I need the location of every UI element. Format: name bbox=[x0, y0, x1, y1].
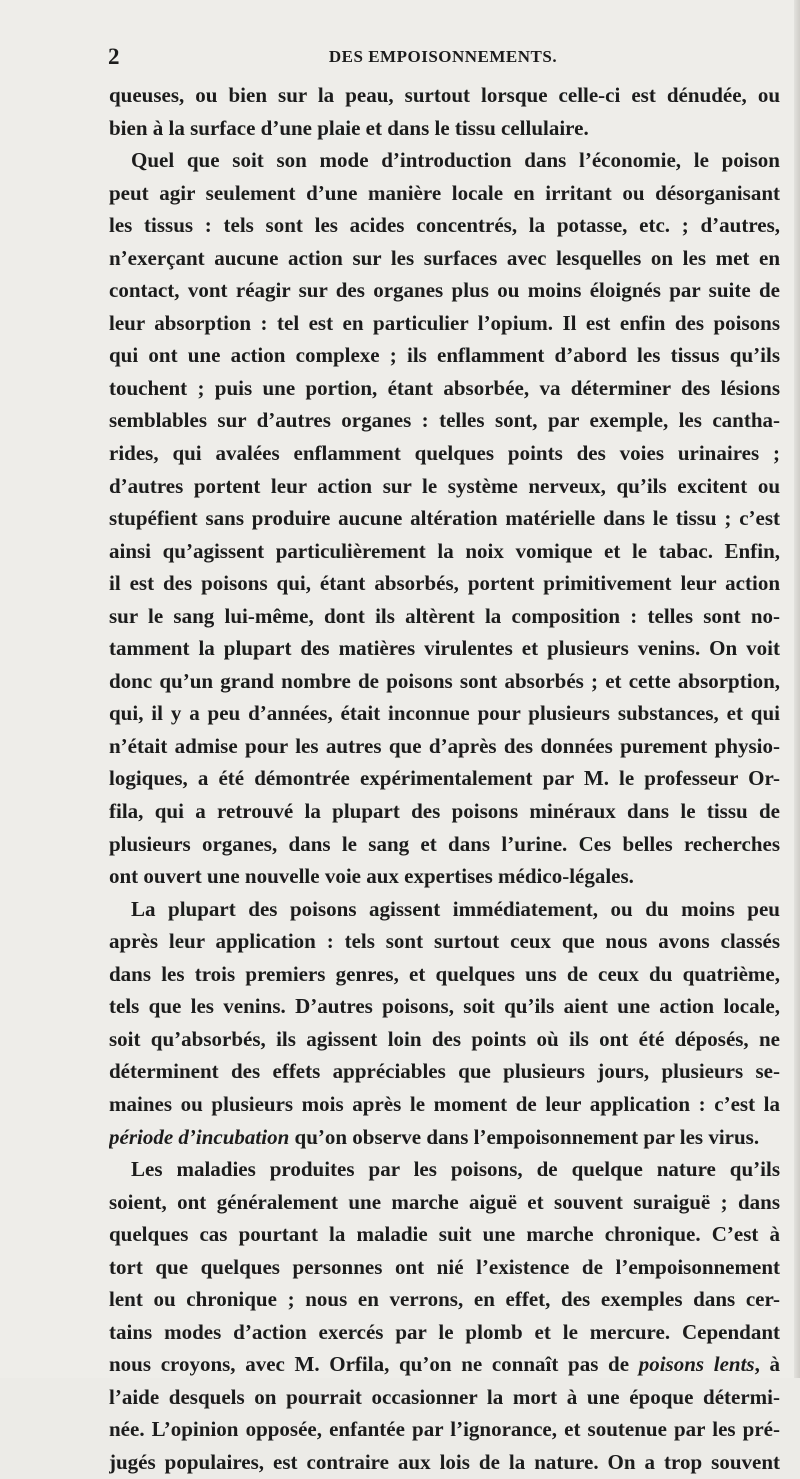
text-line bbox=[109, 1283, 780, 1316]
line-text: soient, ont généralement une marche aiguë et souvent suraiguë ; dans bbox=[109, 1189, 780, 1214]
page-header bbox=[108, 44, 778, 70]
text-line bbox=[109, 1316, 780, 1349]
line-text: jugés populaires, est contraire aux lois de la nature. On a trop souvent bbox=[109, 1449, 780, 1474]
italic-phrase: période d’incubation bbox=[109, 1124, 290, 1149]
page-number: 2 bbox=[108, 44, 120, 69]
line-text: qui ont une action complexe ; ils enflamment d’abord les tissus qu’ils bbox=[109, 343, 780, 368]
line-text: , à bbox=[754, 1352, 780, 1377]
line-text: n’exerçant aucune action sur les surfaces avec lesquelles on les met en bbox=[109, 245, 780, 270]
body-text bbox=[109, 79, 780, 1479]
line-text: n’était admise pour les autres que d’après des données purement physio- bbox=[109, 733, 780, 758]
text-line bbox=[109, 600, 780, 633]
text-line bbox=[109, 697, 780, 730]
line-text: plusieurs organes, dans le sang et dans l’urine. Ces belles recherches bbox=[109, 831, 780, 856]
text-line bbox=[109, 177, 780, 210]
text-line bbox=[109, 209, 780, 242]
line-text: après leur application : tels sont surtout ceux que nous avons classés bbox=[109, 929, 780, 954]
text-line bbox=[109, 437, 780, 470]
text-line bbox=[109, 1381, 780, 1414]
line-text: tains modes d’action exercés par le plomb et le mercure. Cependant bbox=[109, 1319, 780, 1344]
line-text: déterminent des effets appréciables que plusieurs jours, plusieurs se- bbox=[109, 1059, 780, 1084]
text-line bbox=[109, 1023, 780, 1056]
line-text: tels que les venins. D’autres poisons, soit qu’ils aient une action locale, bbox=[109, 994, 780, 1019]
text-line bbox=[109, 274, 780, 307]
line-text: ont ouvert une nouvelle voie aux expertises médico-légales. bbox=[109, 864, 634, 889]
text-line bbox=[109, 339, 780, 372]
line-text: dans les trois premiers genres, et quelques uns de ceux du quatrième, bbox=[109, 961, 780, 986]
line-text: fila, qui a retrouvé la plupart des poisons minéraux dans le tissu de bbox=[109, 799, 780, 824]
text-line bbox=[109, 665, 780, 698]
text-line bbox=[109, 1088, 780, 1121]
line-text: rides, qui avalées enflamment quelques points des voies urinaires ; bbox=[109, 441, 780, 466]
page-edge bbox=[794, 0, 800, 1378]
text-line bbox=[109, 860, 780, 893]
line-text: tamment la plupart des matières virulentes et plusieurs venins. On voit bbox=[109, 636, 780, 661]
line-text: leur absorption : tel est en particulier l’opium. Il est enfin des poisons bbox=[109, 310, 780, 335]
line-text: il est des poisons qui, étant absorbés, portent primitivement leur action bbox=[109, 571, 780, 596]
line-text: qu’on observe dans l’empoisonnement par les virus. bbox=[289, 1124, 760, 1149]
text-line bbox=[109, 1186, 780, 1219]
text-line bbox=[109, 79, 780, 112]
text-line bbox=[109, 567, 780, 600]
line-text: qui, il y a peu d’années, était inconnue pour plusieurs substances, et qui bbox=[109, 701, 780, 726]
text-line bbox=[109, 1446, 780, 1479]
text-line bbox=[109, 470, 780, 503]
text-line bbox=[109, 730, 780, 763]
line-text: d’autres portent leur action sur le système nerveux, qu’ils excitent ou bbox=[109, 473, 780, 498]
line-text: bien à la surface d’une plaie et dans le tissu cellulaire. bbox=[109, 115, 589, 140]
text-line bbox=[109, 307, 780, 340]
text-line bbox=[109, 795, 780, 828]
running-title: DES EMPOISONNEMENTS. bbox=[328, 47, 558, 66]
text-line bbox=[109, 1348, 780, 1381]
text-line bbox=[109, 1055, 780, 1088]
line-text: ainsi qu’agissent particulièrement la noix vomique et le tabac. Enfin, bbox=[109, 538, 780, 563]
line-text: l’aide desquels on pourrait occasionner la mort à une époque détermi- bbox=[109, 1384, 780, 1409]
text-line bbox=[109, 632, 780, 665]
text-line bbox=[109, 990, 780, 1023]
line-text: Les maladies produites par les poisons, de quelque nature qu’ils bbox=[131, 1157, 780, 1182]
line-text: contact, vont réagir sur des organes plus ou moins éloignés par suite de bbox=[109, 278, 780, 303]
text-line bbox=[109, 404, 780, 437]
text-line bbox=[109, 762, 780, 795]
text-line bbox=[109, 925, 780, 958]
text-line bbox=[109, 144, 780, 177]
text-line bbox=[109, 1121, 780, 1154]
text-line bbox=[109, 242, 780, 275]
line-text: lent ou chronique ; nous en verrons, en effet, des exemples dans cer- bbox=[109, 1287, 780, 1312]
line-text: maines ou plusieurs mois après le moment de leur application : c’est la bbox=[109, 1091, 780, 1116]
line-text: tort que quelques personnes ont nié l’existence de l’empoisonnement bbox=[109, 1254, 780, 1279]
line-text: queuses, ou bien sur la peau, surtout lorsque celle-ci est dénudée, ou bbox=[109, 83, 780, 107]
line-text: La plupart des poisons agissent immédiatement, ou du moins peu bbox=[131, 896, 780, 921]
text-line bbox=[109, 372, 780, 405]
line-text: peut agir seulement d’une manière locale en irritant ou désorganisant bbox=[109, 180, 780, 205]
line-text: stupéfient sans produire aucune altération matérielle dans le tissu ; c’est bbox=[109, 506, 780, 531]
text-line bbox=[109, 828, 780, 861]
text-line bbox=[109, 502, 780, 535]
line-text: soit qu’absorbés, ils agissent loin des points où ils ont été déposés, ne bbox=[109, 1026, 780, 1051]
line-text: quelques cas pourtant la maladie suit une marche chronique. C’est à bbox=[109, 1222, 780, 1247]
text-line bbox=[109, 1218, 780, 1251]
text-line bbox=[109, 958, 780, 991]
line-text: donc qu’un grand nombre de poisons sont absorbés ; et cette absorption, bbox=[109, 668, 780, 693]
line-text: née. L’opinion opposée, enfantée par l’ignorance, et soutenue par les pré- bbox=[109, 1417, 780, 1442]
text-line bbox=[109, 893, 780, 926]
line-text: sur le sang lui-même, dont ils altèrent la composition : telles sont no- bbox=[109, 603, 780, 628]
line-text: nous croyons, avec M. Orfila, qu’on ne connaît pas de bbox=[109, 1352, 639, 1377]
text-line bbox=[109, 1251, 780, 1284]
line-text: semblables sur d’autres organes : telles sont, par exemple, les cantha- bbox=[109, 408, 780, 433]
italic-phrase: poisons lents bbox=[638, 1352, 755, 1377]
line-text: logiques, a été démontrée expérimentalement par M. le professeur Or- bbox=[109, 766, 780, 791]
line-text: Quel que soit son mode d’introduction dans l’économie, le poison bbox=[131, 148, 780, 173]
text-line bbox=[109, 1153, 780, 1186]
text-line bbox=[109, 1413, 780, 1446]
text-line bbox=[109, 112, 780, 145]
text-line bbox=[109, 535, 780, 568]
line-text: touchent ; puis une portion, étant absorbée, va déterminer des lésions bbox=[109, 375, 780, 400]
line-text: les tissus : tels sont les acides concentrés, la potasse, etc. ; d’autres, bbox=[109, 213, 780, 238]
